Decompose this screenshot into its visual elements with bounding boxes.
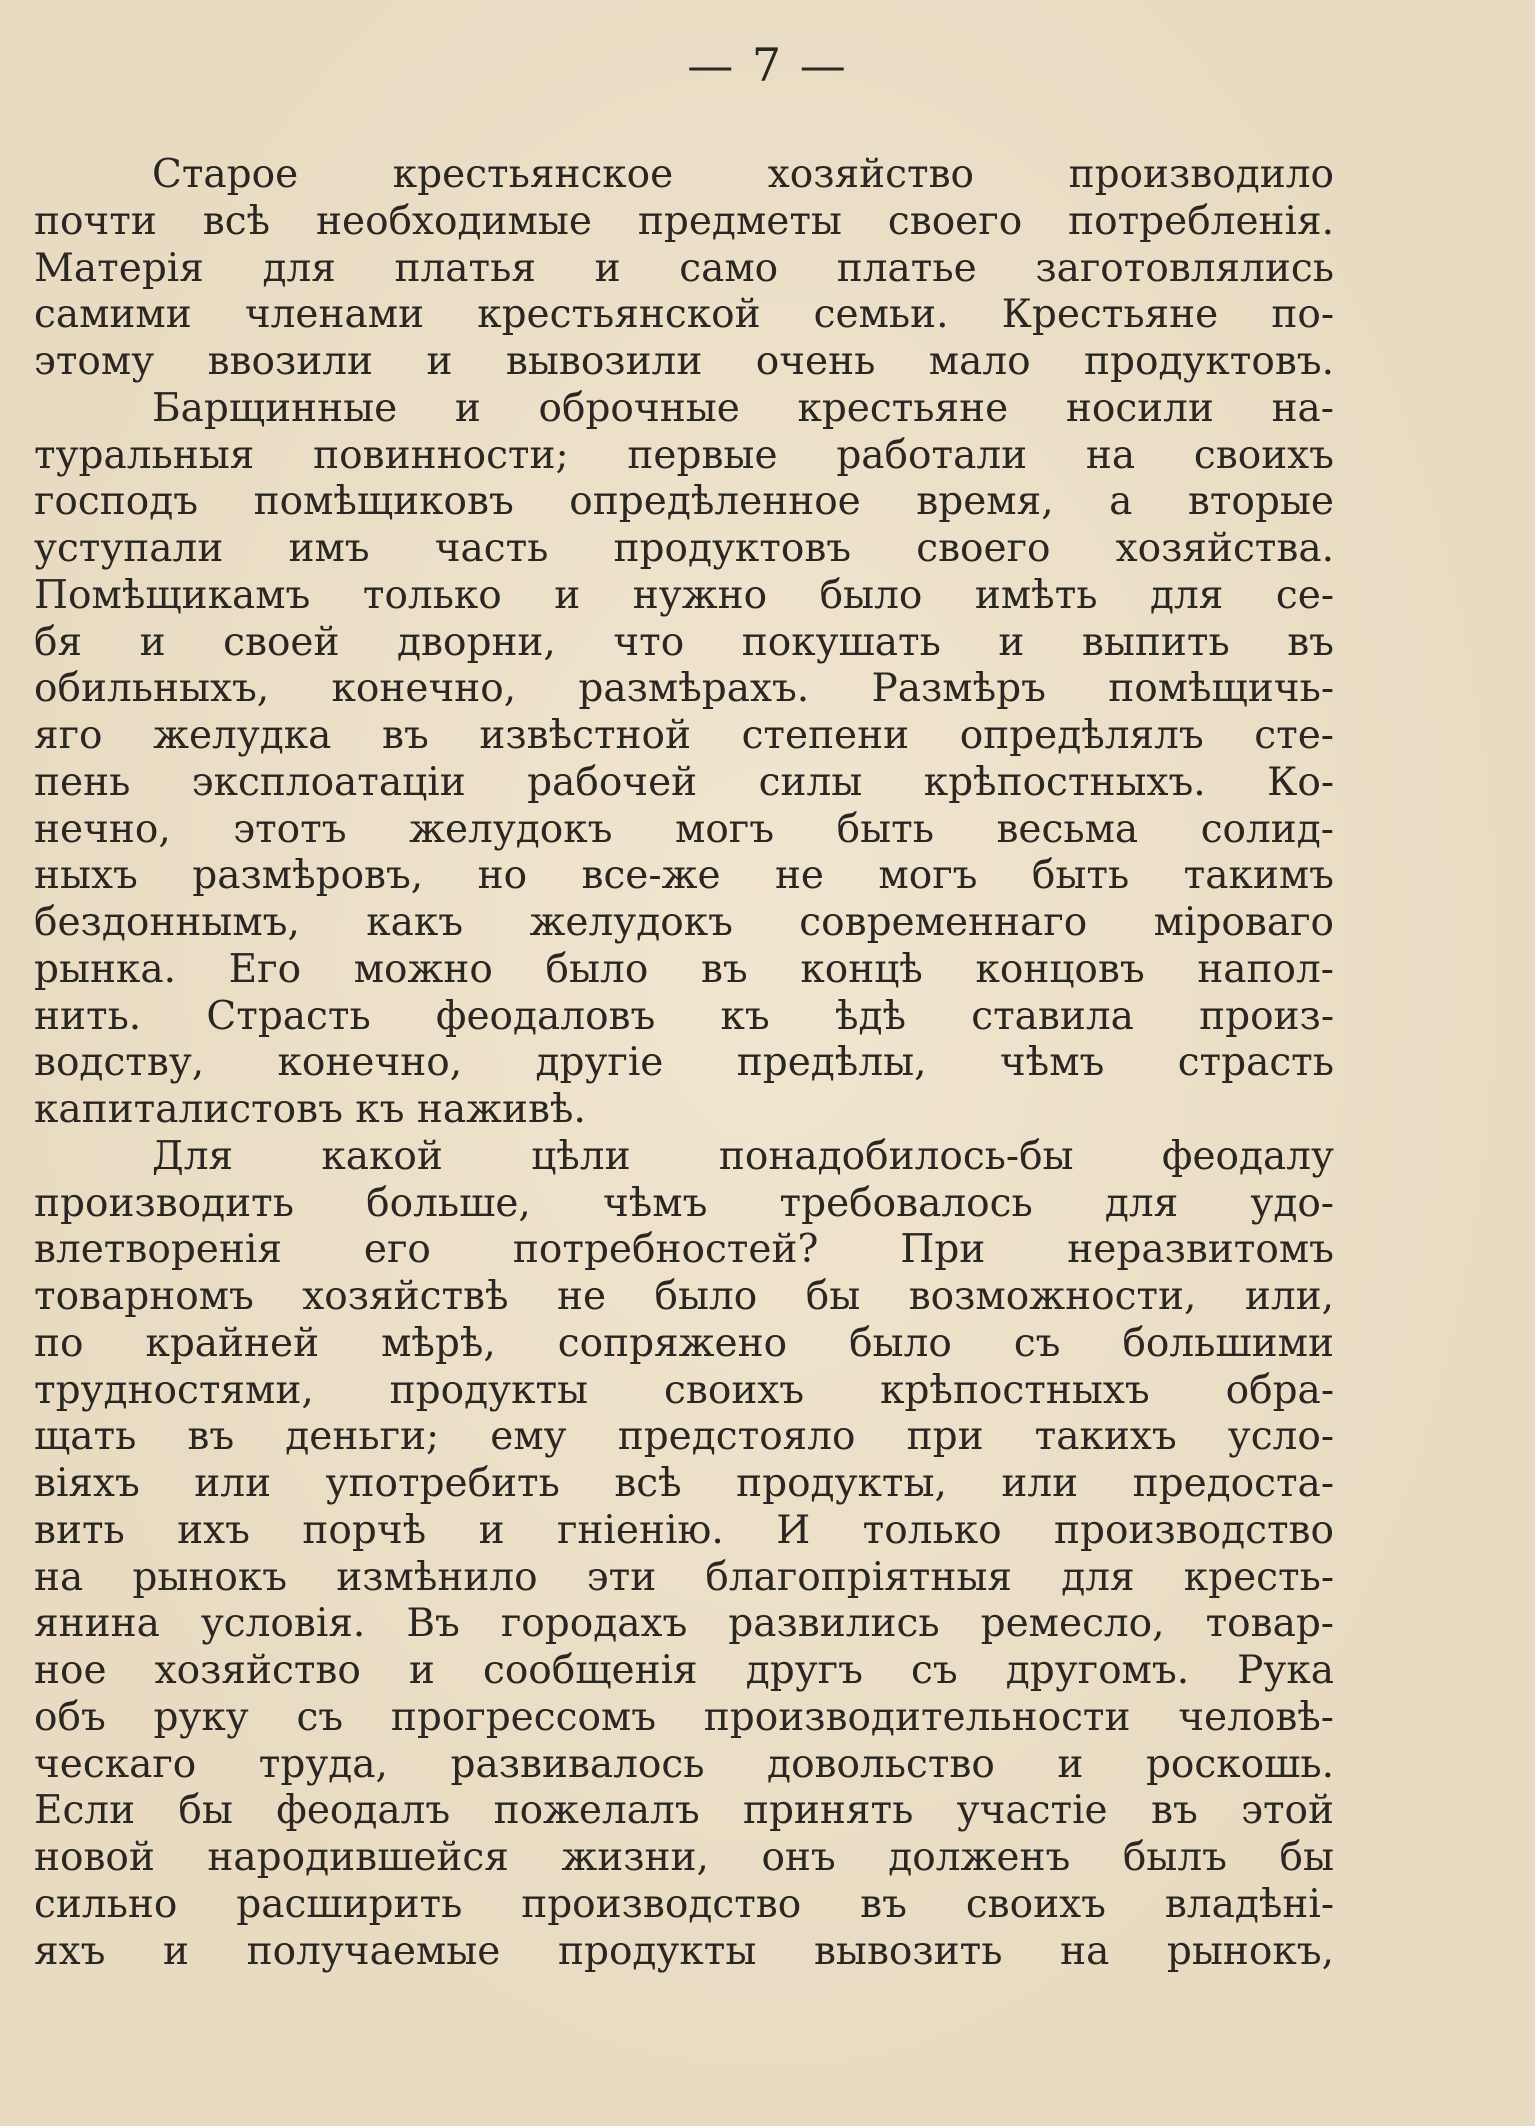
text-line: нечно, этотъ желудокъ могъ быть весьма солид- [34, 806, 1334, 852]
text-line: ческаго труда, развивалось довольство и роскошь. [34, 1741, 1334, 1787]
text-line: щать въ деньги; ему предстояло при такихъ усло- [34, 1414, 1334, 1460]
page-number: — 7 — [687, 38, 848, 92]
text-line: яго желудка въ извѣстной степени опредѣлялъ сте- [34, 713, 1334, 758]
text-line: Барщинные и оброчные крестьяне носили на- [152, 385, 1334, 431]
text-line: бя и своей дворни, что покушать и выпить въ [34, 619, 1334, 665]
text-line: товарномъ хозяйствѣ не было бы возможности, или, [34, 1274, 1334, 1319]
text-line: почти всѣ необходимые предметы своего потребленія. [34, 198, 1334, 244]
text-line: янина условія. Въ городахъ развились ремесло, товар- [34, 1601, 1334, 1647]
text-line: влетворенія его потребностей? При неразвитомъ [34, 1227, 1334, 1273]
text-line: віяхъ или употребить всѣ продукты, или предоста- [34, 1461, 1334, 1506]
text-line: рынка. Его можно было въ концѣ концовъ напол- [34, 946, 1334, 992]
text-line: самими членами крестьянской семьи. Крестьяне по- [34, 292, 1334, 338]
paragraph [34, 386, 1334, 1134]
text-line: господъ помѣщиковъ опредѣленное время, а вторые [34, 479, 1334, 525]
text-line: производить больше, чѣмъ требовалось для удо- [34, 1180, 1334, 1226]
text-line: нить. Страсть феодаловъ къ ѣдѣ ставила произ- [34, 993, 1334, 1039]
text-line: обильныхъ, конечно, размѣрахъ. Размѣръ помѣщичь- [34, 666, 1334, 712]
text-line: Для какой цѣли понадобилось-бы феодалу [152, 1133, 1334, 1179]
text-line: по крайней мѣрѣ, сопряжено было съ большими [34, 1320, 1334, 1366]
paragraph [34, 1134, 1334, 1976]
text-line: объ руку съ прогрессомъ производительности человѣ- [34, 1694, 1334, 1740]
text-line: трудностями, продукты своихъ крѣпостныхъ обра- [34, 1367, 1334, 1413]
text-line: яхъ и получаемые продукты вывозить на рынокъ, [34, 1928, 1334, 1974]
text-line: новой народившейся жизни, онъ долженъ былъ бы [34, 1835, 1334, 1880]
text-line: Старое крестьянское хозяйство производило [152, 152, 1334, 197]
text-line: водству, конечно, другіе предѣлы, чѣмъ страсть [34, 1040, 1334, 1086]
text-line: уступали имъ часть продуктовъ своего хозяйства. [34, 526, 1334, 571]
text-line: Если бы феодалъ пожелалъ принять участіе въ этой [34, 1788, 1334, 1834]
text-line: ное хозяйство и сообщенія другъ съ другомъ. Рука [34, 1648, 1334, 1693]
text-line: сильно расширить производство въ своихъ владѣні- [34, 1881, 1334, 1927]
text-line: вить ихъ порчѣ и гніенію. И только производство [34, 1507, 1334, 1553]
text-line: капиталистовъ къ наживѣ. [34, 1087, 586, 1132]
text-line: этому ввозили и вывозили очень мало продуктовъ. [34, 339, 1334, 384]
text-line: ныхъ размѣровъ, но все-же не могъ быть такимъ [34, 853, 1334, 899]
text-line: туральныя повинности; первые работали на своихъ [34, 432, 1334, 478]
text-line: бездоннымъ, какъ желудокъ современнаго міроваго [34, 900, 1334, 945]
text-line: Помѣщикамъ только и нужно было имѣть для се- [34, 572, 1334, 618]
text-line: на рынокъ измѣнило эти благопріятныя для кресть- [34, 1554, 1334, 1600]
paragraph [34, 152, 1334, 386]
text-line: Матерія для платья и само платье заготовлялись [34, 245, 1334, 291]
text-line: пень эксплоатаціи рабочей силы крѣпостныхъ. Ко- [34, 759, 1334, 805]
text-column [34, 152, 1334, 1975]
